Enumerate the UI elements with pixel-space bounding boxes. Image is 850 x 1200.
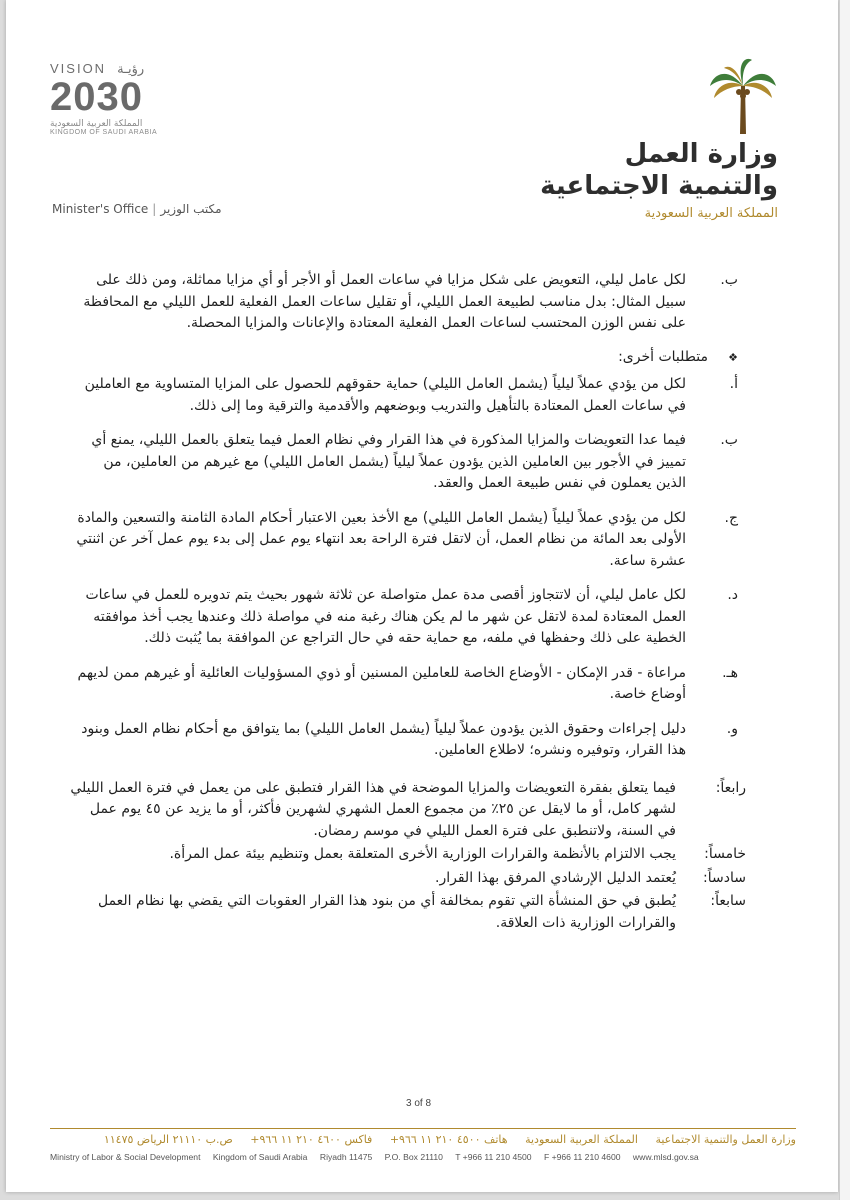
clause-label: أ. [729,376,738,392]
article-item [70,868,746,890]
clause-text: لكل عامل ليلي، التعويض على شكل مزايا في ساعات العمل أو الأجر أو أي مزايا مماثلة، ومن ذلك على سبيل المثال: بدل مناسب لطبيعة العمل الليلي، أو تقليل ساعات العمل الفعلية للعمل الليلي مع المحافظة على نفس الوزن المحتسب لساعات العمل الفعلية المعتادة والإعانات والمزايا المحصلة. [83,272,686,331]
ministers-office-label: Minister's Office | مكتب الوزير [52,202,222,216]
clause-item [70,374,738,417]
page-footer [50,1128,796,1162]
section-heading [70,347,738,369]
article-label: سادساً: [703,869,746,886]
clause-label: ج. [724,509,738,526]
vision-word-ar: رؤيـة [117,62,145,77]
clause-text: دليل إجراءات وحقوق الذين يؤدون عملاً ليلياً (يشمل العامل الليلي) بما يتوافق مع أحكام نظام العمل وبنود هذا القرار، وتوفيره ونشره؛ لاطلاع العاملين. [81,720,686,758]
clause-item [70,508,738,573]
clause-item [70,430,738,495]
office-ar: مكتب الوزير [160,202,222,216]
clause-item [70,270,738,335]
footer-ar-kingdom: المملكة العربية السعودية [525,1133,638,1146]
article-item [70,778,746,843]
ministry-name-line2: والتنمية الاجتماعية [540,171,778,201]
clause-label: و. [726,720,738,737]
palm-logo-icon [708,56,778,136]
page-edge [839,0,850,1200]
vision-kingdom-en: KINGDOM OF SAUDI ARABIA [50,129,158,136]
footer-ar-pobox: ص.ب ٢١١١٠ الرياض ١١٤٧٥ [103,1133,233,1146]
footer-website-link[interactable]: www.mlsd.gov.sa [632,1152,699,1162]
office-en: Minister's Office [52,202,149,216]
footer-en-ministry: Ministry of Labor & Social Development [50,1152,201,1162]
article-label: رابعاً: [715,779,746,796]
clause-item [70,663,738,706]
footer-divider [50,1128,796,1129]
vision-year: 2030 [50,75,143,119]
clause-label: هـ. [722,664,738,681]
footer-en-fax: F +966 11 210 4600 [543,1152,621,1162]
clause-text: مراعاة - قدر الإمكان - الأوضاع الخاصة للعاملين المسنين أو ذوي المسؤوليات العائلية أو غيرهم ممن لديهم أوضاع خاصة. [77,664,686,702]
footer-ar-ministry: وزارة العمل والتنمية الاجتماعية [655,1133,796,1146]
article-item [70,844,746,866]
section-heading-text: متطلبات أخرى: [618,348,708,365]
article-label: سابعاً: [710,893,746,909]
footer-en-pobox: P.O. Box 21110 [384,1152,443,1162]
document-body [70,270,746,934]
article-text: يُطبق في حق المنشأة التي تقوم بمخالفة أي من بنود هذا القرار العقوبات التي يقضي بها نظام العمل والقرارات الوزارية ذات العلاقة. [97,893,676,931]
clause-label: ب. [720,432,738,448]
clause-text: لكل من يؤدي عملاً ليلياً (يشمل العامل الليلي) مع الأخذ بعين الاعتبار أحكام المادة الثامنة والتسعين والمادة الأولى بعد المائة من نظام العمل، أن لاتقل فترة الراحة بعد انتهاء يوم عمل إلى بدء يوم عمل آخر عن اثنتي عشرة ساعة. [76,509,686,569]
clause-label: ب. [720,272,738,288]
clause-item [70,719,738,762]
footer-english [50,1152,796,1162]
document-page [6,0,838,1192]
article-text: فيما يتعلق بفقرة التعويضات والمزايا الموضحة في هذا القرار فتطبق على من يعمل في فترة العمل الليلي لشهر كامل، أو ما لايقل عن ٢٥٪ من مجموع العمل الشهري لشهرين فأكثر، أو ما يزيد عن ٤٥ يوم عمل في السنة، ولاتنطبق على فترة العمل الليلي في موسم رمضان. [70,779,676,839]
article-item [70,891,746,934]
footer-ar-phone: هاتف ٤٥٠٠ ٢١٠ ١١ ٩٦٦+ [389,1133,508,1146]
clause-item [70,585,738,650]
clause-text: فيما عدا التعويضات والمزايا المذكورة في هذا القرار وفي نظام العمل فيما يتعلق بالعمل الليلي، يمنع أي تمييز في الأجور بين العاملين الذين يؤدون عملاً ليلياً (يشمل العامل الليلي) مع غيرهم من العاملين، من الذين يعملون في نفس طبيعة العمل والعقد. [91,432,686,491]
footer-ar-fax: فاكس ٤٦٠٠ ٢١٠ ١١ ٩٦٦+ [250,1133,373,1146]
footer-en-city: Riyadh 11475 [319,1152,373,1162]
article-text: يجب الالتزام بالأنظمة والقرارات الوزارية الأخرى المتعلقة بعمل وتنظيم بيئة عمل المرأة. [169,846,676,862]
vision-word: VISION [50,61,107,76]
footer-arabic [50,1133,796,1146]
vision-2030-logo [50,58,200,136]
diamond-bullet-icon: ❖ [728,350,738,364]
footer-en-kingdom: Kingdom of Saudi Arabia [212,1152,308,1162]
page-number: 3 of 8 [406,1098,432,1109]
ministry-name-line1: وزارة العمل [624,139,778,169]
article-text: يُعتمد الدليل الإرشادي المرفق بهذا القرار. [435,869,676,886]
ministry-name-block [518,138,778,221]
clause-label: د. [727,587,738,603]
ministry-country: المملكة العربية السعودية [644,206,778,221]
article-label: خامساً: [704,846,746,862]
vision-kingdom-ar: المملكة العربية السعودية [50,119,143,129]
clause-text: لكل عامل ليلي، أن لاتتجاوز أقصى مدة عمل متواصلة عن ثلاثة شهور بحيث يتم تدويره للعمل في ساعات العمل المعتادة لمدة لاتقل عن شهر ما لم يكن هناك رغبة منه في مواصلة ذلك وعندها يجب أخذ موافقته الخطية على ذلك وحفظها في ملفه، مع حماية حقه في حال التراجع عن الموافقة بما يُثبت ذلك. [85,587,686,646]
clause-text: لكل من يؤدي عملاً ليلياً (يشمل العامل الليلي) حماية حقوقهم للحصول على المزايا المتساوية مع العاملين في ساعات العمل المعتادة بالتأهيل والتدريب وبوضعهم والأقدمية والترقية وما إلى ذلك. [84,376,686,414]
footer-en-phone: T +966 11 210 4500 [455,1152,532,1162]
